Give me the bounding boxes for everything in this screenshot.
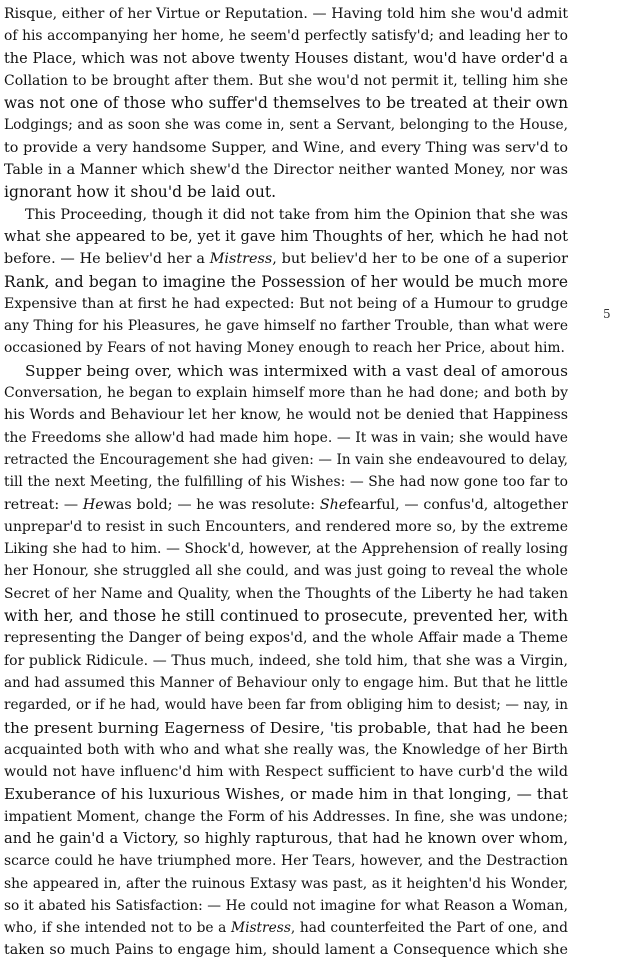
text-line bbox=[4, 204, 568, 226]
text-line bbox=[4, 627, 568, 649]
text-line bbox=[4, 694, 568, 716]
text-line bbox=[4, 70, 568, 92]
text-segment: impatient Moment, change the Form of his Addresses. In fine, she was undone; bbox=[4, 808, 568, 825]
text-line bbox=[4, 382, 568, 404]
text-segment: of his accompanying her home, he seem'd perfectly satisfy'd; and leading her to bbox=[4, 28, 568, 45]
text-segment: unprepar'd to resist in such Encounters, and rendered more so, by the extreme bbox=[4, 518, 568, 535]
text-line bbox=[4, 293, 568, 315]
italic-text: She bbox=[319, 496, 348, 513]
text-segment: ignorant how it shou'd be laid out. bbox=[4, 183, 277, 202]
text-segment: retreat: — bbox=[4, 496, 83, 513]
text-line bbox=[4, 271, 568, 293]
text-line bbox=[4, 873, 568, 895]
text-segment: the Place, which was not above twenty Houses distant, wou'd have order'd a bbox=[4, 50, 568, 67]
text-segment: Risque, either of her Virtue or Reputation. — Having told him she wou'd admit bbox=[4, 6, 568, 22]
line-number-marker: 5 bbox=[603, 307, 611, 321]
text-segment: who, if she intended not to be a bbox=[4, 920, 231, 937]
text-segment: was not one of those who suffer'd themselves to be treated at their own bbox=[4, 94, 568, 113]
text-line bbox=[4, 114, 568, 136]
text-segment: so it abated his Satisfaction: — He could not imagine for what Reason a Woman, bbox=[4, 897, 568, 914]
text-line bbox=[4, 650, 568, 672]
text-segment: to provide a very handsome Supper, and Wine, and every Thing was serv'd to bbox=[4, 139, 568, 156]
text-segment: occasioned by Fears of not having Money enough to reach her Price, about him. bbox=[4, 340, 565, 357]
text-line bbox=[4, 828, 568, 850]
text-line bbox=[4, 471, 568, 493]
text-line bbox=[4, 181, 568, 203]
text-line bbox=[4, 248, 568, 270]
text-line bbox=[4, 159, 568, 181]
text-line bbox=[4, 560, 568, 582]
text-line bbox=[4, 605, 568, 627]
text-line bbox=[4, 92, 568, 114]
text-line bbox=[4, 917, 568, 939]
text-segment: till the next Meeting, the fulfilling of his Wishes: — She had now gone too far to bbox=[4, 474, 568, 491]
text-segment: Supper being over, which was intermixed with a vast deal of amorous bbox=[25, 361, 568, 380]
text-segment: Conversation, he began to explain himself more than he had done; and both by bbox=[4, 385, 568, 402]
text-segment: her Honour, she struggled all she could, and was just going to reveal the whole bbox=[4, 563, 568, 580]
text-line bbox=[4, 806, 568, 828]
italic-text: Mistress bbox=[209, 251, 273, 268]
text-line bbox=[4, 3, 568, 25]
text-segment: taken so much Pains to engage him, should lament a Consequence which she bbox=[4, 942, 568, 959]
text-segment: retracted the Encouragement she had given: — In vain she endeavoured to delay, bbox=[4, 451, 568, 468]
text-line bbox=[4, 360, 568, 382]
text-segment: Table in a Manner which shew'd the Director neither wanted Money, nor was bbox=[4, 162, 568, 179]
text-segment: , but believ'd her to be one of a superior bbox=[272, 251, 568, 268]
text-segment: Lodgings; and as soon she was come in, sent a Servant, belonging to the House, bbox=[4, 117, 568, 134]
text-segment: would not have influenc'd him with Respect sufficient to have curb'd the wild bbox=[4, 764, 568, 781]
text-segment: representing the Danger of being expos'd, and the whole Affair made a Theme bbox=[4, 630, 568, 647]
text-line bbox=[4, 404, 568, 426]
text-line bbox=[4, 717, 568, 739]
text-segment: what she appeared to be, yet it gave him Thoughts of her, which he had not bbox=[4, 227, 568, 245]
text-segment: the present burning Eagerness of Desire, 'tis probable, that had he been bbox=[4, 718, 568, 737]
text-segment: Collation to be brought after them. But she wou'd not permit it, telling him she bbox=[4, 72, 568, 89]
text-line bbox=[4, 739, 568, 761]
text-segment: the Freedoms she allow'd had made him hope. — It was in vain; she would have bbox=[4, 429, 568, 446]
italic-text: Mistress bbox=[230, 920, 291, 937]
text-segment: and he gain'd a Victory, so highly rapturous, that had he known over whom, bbox=[4, 829, 568, 847]
text-line bbox=[4, 850, 568, 872]
text-segment: Liking she had to him. — Shock'd, however, at the Apprehension of really losing bbox=[4, 541, 568, 558]
text-segment: Exuberance of his luxurious Wishes, or made him in that longing, — that bbox=[4, 785, 568, 804]
text-line bbox=[4, 48, 568, 70]
text-segment: fearful, — confus'd, altogether bbox=[347, 496, 568, 513]
text-line bbox=[4, 583, 568, 605]
text-segment: acquainted both with who and what she really was, the Knowledge of her Birth bbox=[4, 741, 568, 758]
text-line bbox=[4, 137, 568, 159]
text-line bbox=[4, 939, 568, 961]
text-segment: Expensive than at first he had expected: But not being of a Humour to grudge bbox=[4, 295, 568, 312]
text-segment: any Thing for his Pleasures, he gave himself no farther Trouble, than what were bbox=[4, 318, 568, 335]
text-segment: his Words and Behaviour let her know, he would not be denied that Happiness bbox=[4, 407, 568, 424]
text-line bbox=[4, 427, 568, 449]
text-line bbox=[4, 494, 568, 516]
text-line bbox=[4, 315, 568, 337]
text-line bbox=[4, 516, 568, 538]
text-line bbox=[4, 337, 568, 359]
text-segment: , had counterfeited the Part of one, and bbox=[290, 920, 568, 937]
text-line bbox=[4, 449, 568, 471]
text-line bbox=[4, 226, 568, 248]
text-line bbox=[4, 783, 568, 805]
text-segment: for publick Ridicule. — Thus much, indeed, she told him, that she was a Virgin, bbox=[4, 652, 568, 669]
text-segment: was bold; — he was resolute: bbox=[103, 496, 320, 513]
italic-text: He bbox=[82, 496, 104, 513]
text-line bbox=[4, 672, 568, 694]
text-segment: Rank, and began to imagine the Possession of her would be much more bbox=[4, 272, 568, 291]
text-line bbox=[4, 25, 568, 47]
text-segment: before. — He believ'd her a bbox=[4, 251, 210, 268]
text-line bbox=[4, 538, 568, 560]
text-segment: Secret of her Name and Quality, when the Thoughts of the Liberty he had taken bbox=[4, 585, 568, 602]
text-segment: scarce could he have triumphed more. Her Tears, however, and the Destraction bbox=[4, 853, 568, 870]
text-segment: This Proceeding, though it did not take from him the Opinion that she was bbox=[25, 206, 568, 223]
text-segment: with her, and those he still continued to prosecute, prevented her, with bbox=[4, 607, 568, 626]
body-text bbox=[4, 3, 568, 962]
text-segment: she appeared in, after the ruinous Extasy was past, as it heighten'd his Wonder, bbox=[4, 875, 568, 892]
text-line bbox=[4, 761, 568, 783]
text-segment: regarded, or if he had, would have been far from obliging him to desist; — nay, in bbox=[4, 697, 568, 714]
text-line bbox=[4, 895, 568, 917]
text-segment: and had assumed this Manner of Behaviour only to engage him. But that he little bbox=[4, 674, 568, 691]
